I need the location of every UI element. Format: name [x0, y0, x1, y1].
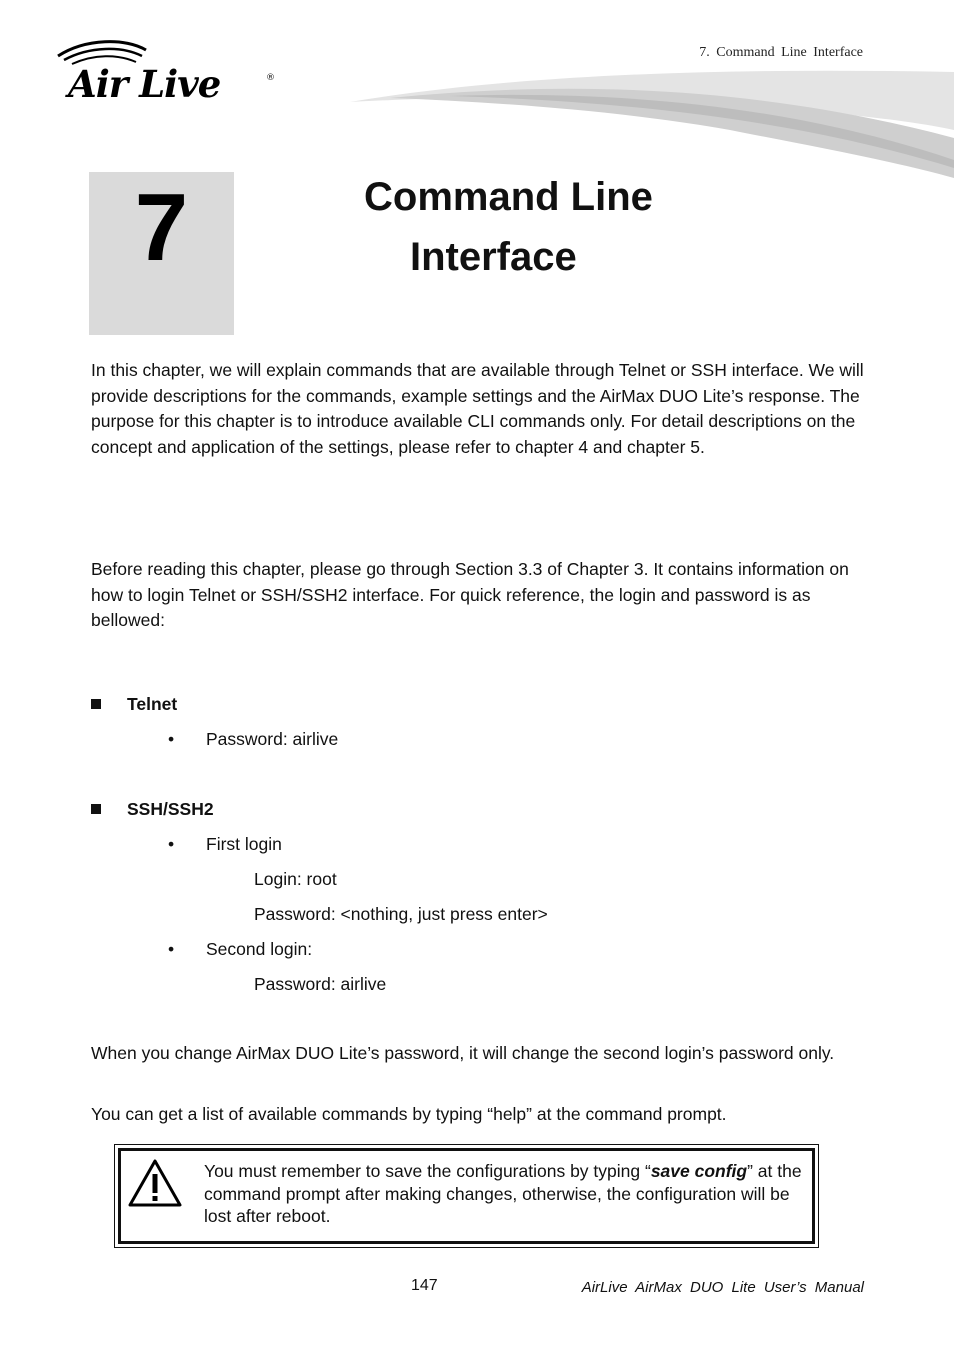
airlive-logo: Air Live	[68, 62, 221, 106]
manual-title: AirLive AirMax DUO Lite User’s Manual	[581, 1279, 864, 1296]
help-paragraph: You can get a list of available commands by typing “help” at the command prompt.	[91, 1104, 727, 1124]
chapter-number: 7	[134, 174, 189, 281]
telnet-password: • Password: airlive	[168, 729, 339, 749]
ssh-heading: SSH/SSH2	[91, 797, 214, 821]
registered-mark: ®	[266, 73, 275, 83]
header-swoosh-decoration	[330, 60, 954, 180]
note-text: You must remember to save the configurations by typing “save config” at the command prompt after making changes, otherwise, the configuration will be lost after reboot.	[204, 1161, 802, 1226]
prereq-paragraph: Before reading this chapter, please go through Section 3.3 of Chapter 3. It contains information on how to login Telnet or SSH/SSH2 interface. For quick reference, the login and password is as bellowed:	[91, 559, 849, 631]
dot-bullet-icon: •	[168, 939, 175, 959]
ssh-second-login-pass: Password: airlive	[254, 974, 387, 994]
warning-icon	[127, 1158, 183, 1208]
save-config-command: save config	[650, 1161, 748, 1181]
ssh-first-login-pass: Password: <nothing, just press enter>	[254, 904, 548, 924]
dot-bullet-icon: •	[168, 729, 175, 749]
square-bullet-icon	[91, 699, 101, 709]
ssh-second-login: • Second login:	[168, 939, 313, 959]
dot-bullet-icon: •	[168, 834, 175, 854]
running-header: 7. Command Line Interface	[699, 45, 863, 60]
chapter-title-line2: Interface	[410, 235, 577, 279]
square-bullet-icon	[91, 804, 101, 814]
password-change-paragraph: When you change AirMax DUO Lite’s password, it will change the second login’s password only.	[91, 1043, 835, 1063]
chapter-title-line1: Command Line	[364, 175, 653, 219]
ssh-first-login: • First login	[168, 834, 282, 854]
telnet-heading: Telnet	[91, 692, 177, 716]
intro-paragraph: In this chapter, we will explain commands that are available through Telnet or SSH interface. We will provide descriptions for the commands, example settings and the AirMax DUO Lite’s response. The purpose for this chapter is to introduce available CLI commands only. For detail descriptions on the concept and application of the settings, please refer to chapter 4 and chapter 5.	[91, 360, 864, 457]
page-number: 147	[411, 1277, 438, 1294]
ssh-first-login-user: Login: root	[254, 869, 337, 889]
